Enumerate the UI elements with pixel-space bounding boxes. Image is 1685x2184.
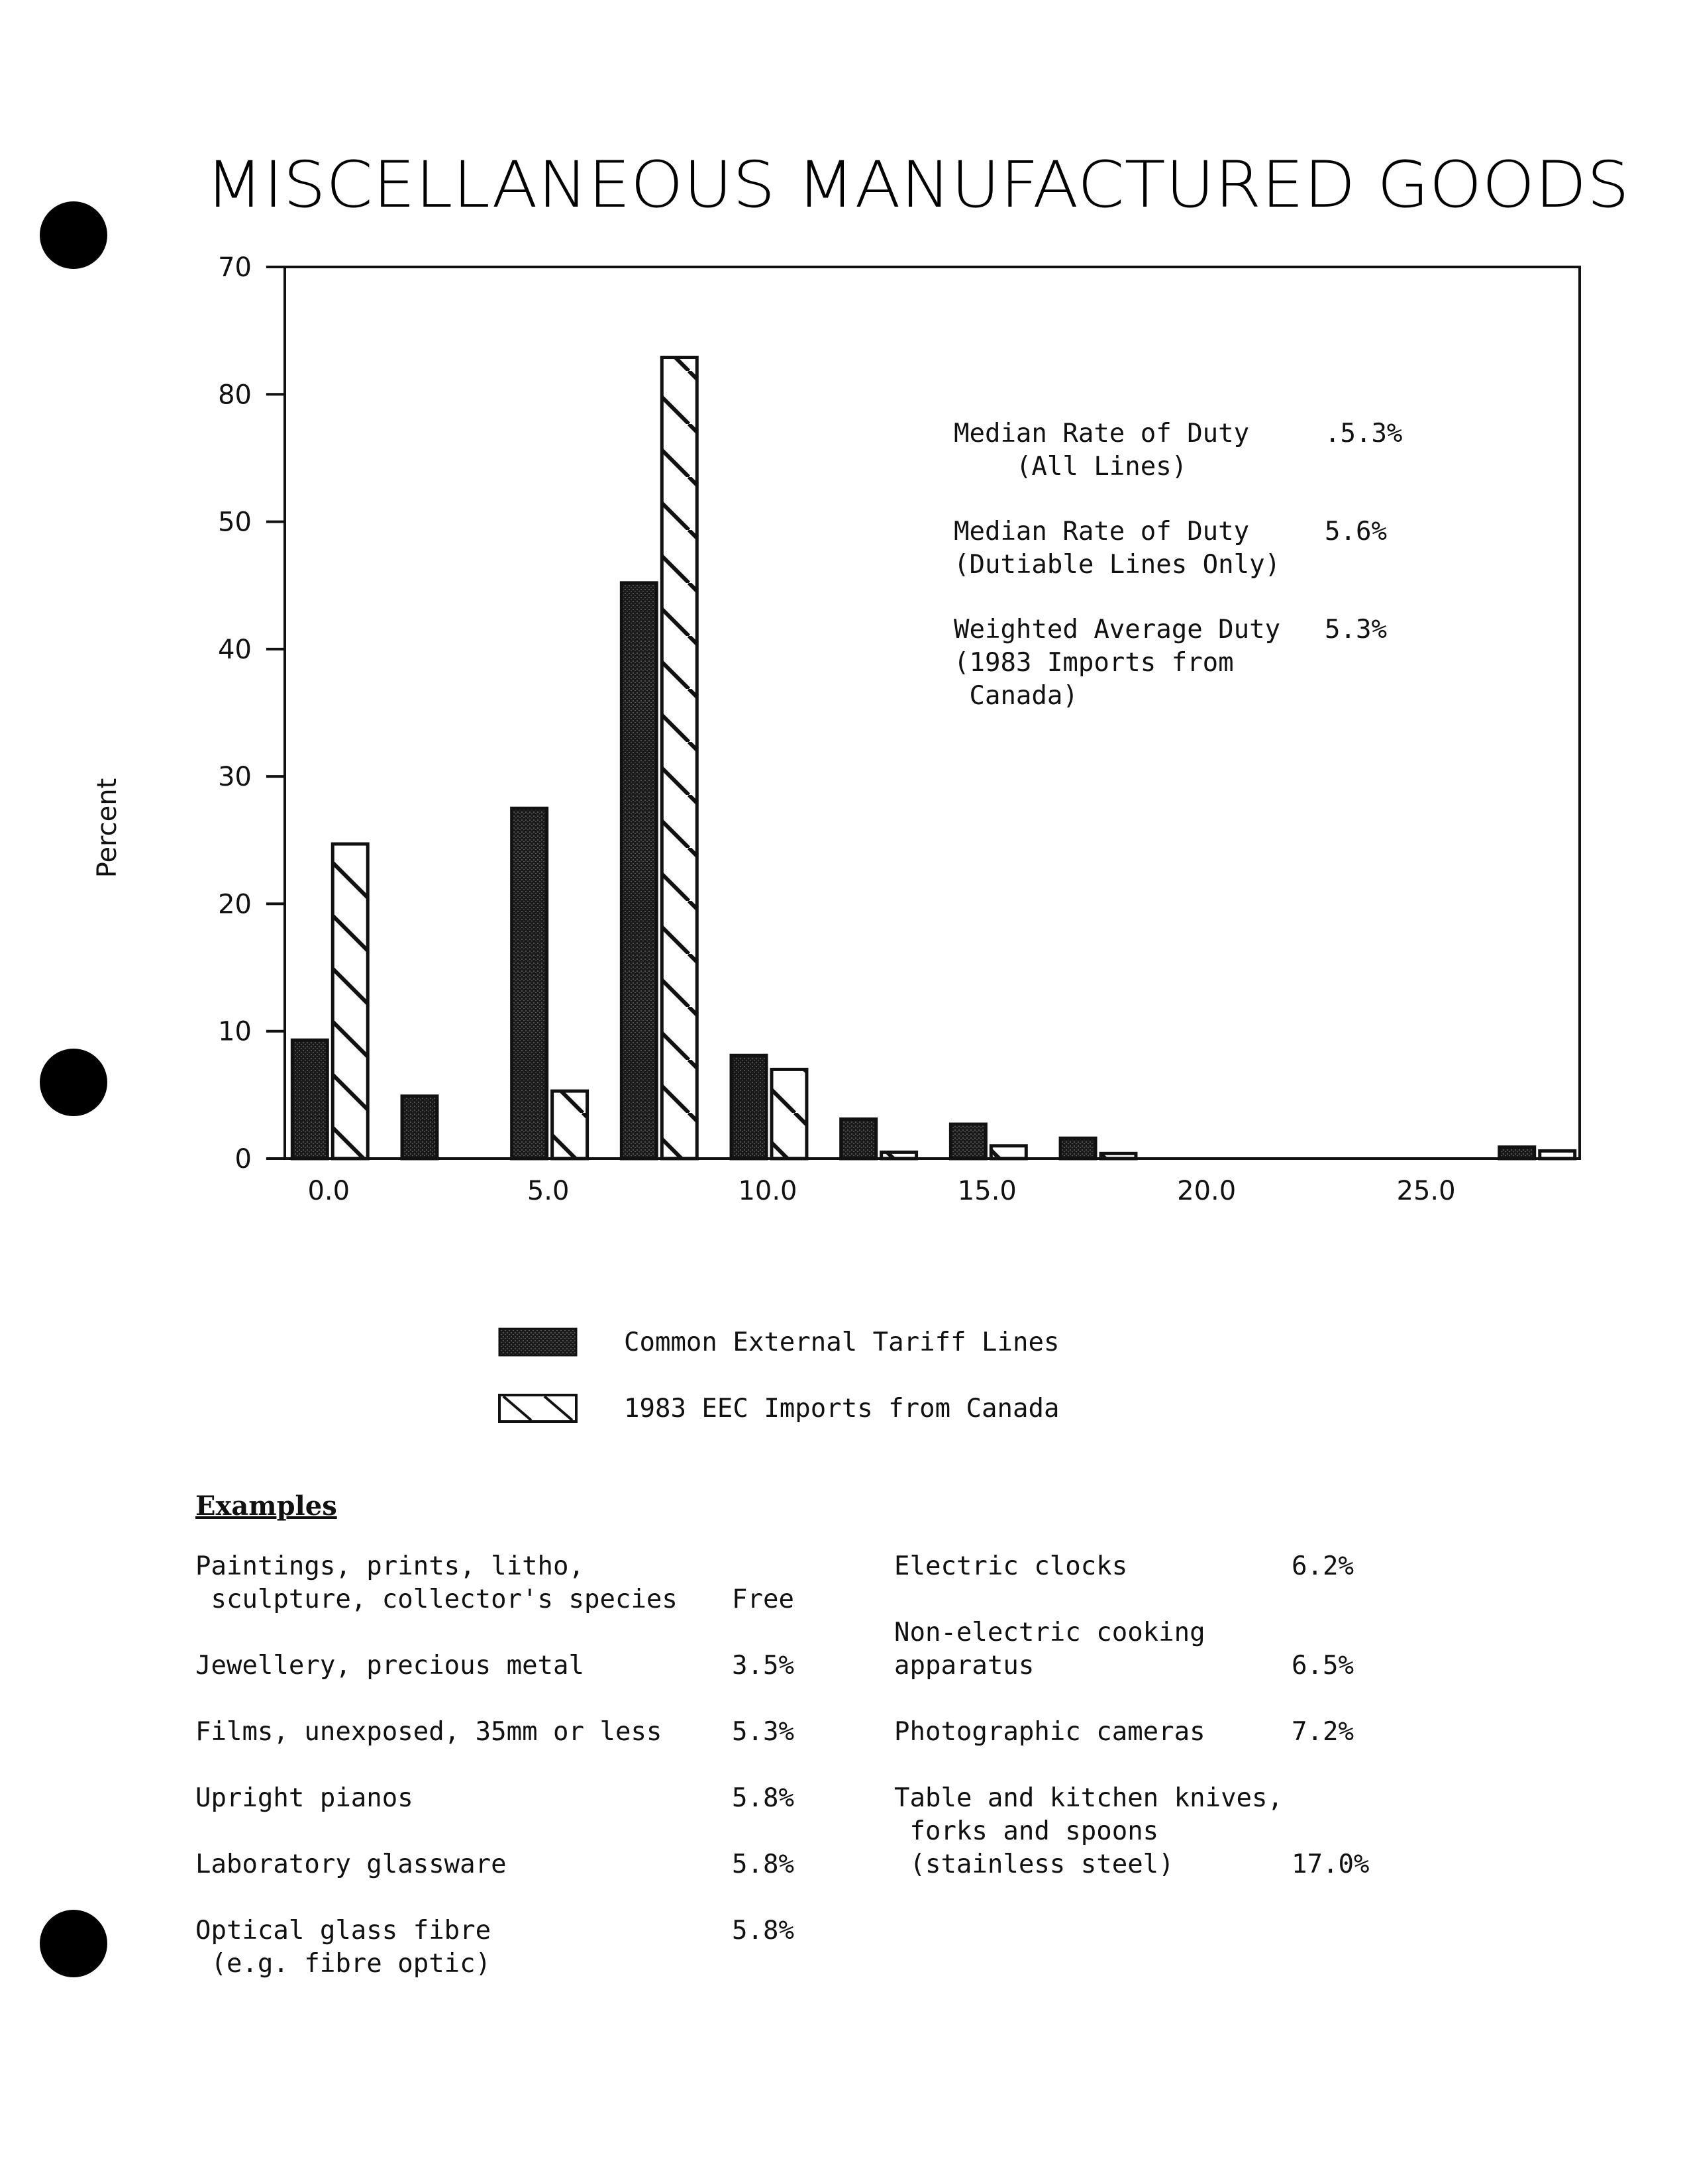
stat-label: Weighted Average Duty (1983 Imports from Canada) <box>954 615 1281 711</box>
stat-row <box>954 515 1402 582</box>
stat-row <box>954 417 1402 484</box>
duty-stats <box>954 417 1402 745</box>
example-row <box>195 1914 805 1981</box>
example-row <box>894 1716 1424 1749</box>
examples-right <box>894 1550 1424 1914</box>
stat-label: Median Rate of Duty (All Lines) <box>954 419 1250 482</box>
example-rate: 6.2% <box>1292 1551 1354 1581</box>
example-name: Photographic cameras <box>894 1717 1205 1747</box>
y-tick-label: 10 <box>218 1016 252 1047</box>
bar-eec-imports <box>552 1091 587 1159</box>
bar-cet-lines <box>1060 1138 1096 1159</box>
legend-item <box>498 1322 1059 1362</box>
example-rate: 17.0% <box>1292 1849 1370 1879</box>
y-tick-label: 0 <box>234 1144 252 1174</box>
bar-eec-imports <box>991 1146 1026 1159</box>
x-tick-label: 0.0 <box>307 1176 350 1206</box>
x-tick-label: 10.0 <box>738 1176 797 1206</box>
y-tick-label: 70 <box>218 252 252 283</box>
example-row <box>195 1649 805 1683</box>
y-tick-label: 80 <box>218 380 252 411</box>
example-name: Laboratory glassware <box>195 1849 507 1879</box>
x-tick-label: 15.0 <box>957 1176 1017 1206</box>
example-rate: 5.3% <box>732 1717 794 1747</box>
binder-hole-bottom <box>40 1910 107 1977</box>
example-row <box>894 1550 1424 1583</box>
example-row <box>894 1782 1424 1881</box>
example-name: Optical glass fibre (e.g. fibre optic) <box>195 1916 491 1979</box>
bar-cet-lines <box>292 1040 327 1159</box>
y-tick-label: 50 <box>218 507 252 538</box>
example-rate: 6.5% <box>1292 1651 1354 1681</box>
example-rate: 3.5% <box>732 1651 794 1681</box>
bar-eec-imports <box>772 1069 807 1159</box>
example-rate: 5.8% <box>732 1916 794 1946</box>
x-tick-label: 20.0 <box>1177 1176 1237 1206</box>
stat-value: 5.6% <box>1325 517 1387 546</box>
example-row <box>195 1550 805 1616</box>
example-rate: 5.8% <box>732 1849 794 1879</box>
bar-cet-lines <box>841 1119 876 1159</box>
bar-cet-lines <box>512 808 547 1159</box>
example-row <box>195 1782 805 1815</box>
legend-swatch-hatch <box>498 1394 578 1423</box>
bar-cet-lines <box>1500 1147 1535 1159</box>
bar-cet-lines <box>731 1055 766 1159</box>
example-row <box>195 1848 805 1881</box>
stat-value: 5.3% <box>1325 615 1387 645</box>
example-rate: Free <box>732 1585 794 1614</box>
example-name: Table and kitchen knives, forks and spoons (stainless steel) <box>894 1783 1283 1879</box>
bar-eec-imports <box>662 358 697 1159</box>
x-tick-label: 25.0 <box>1396 1176 1456 1206</box>
legend-label: Common External Tariff Lines <box>624 1327 1060 1357</box>
stat-label: Median Rate of Duty (Dutiable Lines Only) <box>954 517 1281 580</box>
legend-swatch-stipple <box>498 1327 578 1357</box>
y-tick-label: 20 <box>218 889 252 920</box>
example-name: Jewellery, precious metal <box>195 1651 584 1681</box>
example-row <box>195 1716 805 1749</box>
legend-item <box>498 1388 1059 1428</box>
example-rate: 5.8% <box>732 1783 794 1813</box>
bar-cet-lines <box>950 1124 986 1159</box>
example-row <box>894 1616 1424 1683</box>
example-name: Paintings, prints, litho, sculpture, collector's species <box>195 1551 678 1614</box>
y-tick-label: 30 <box>218 762 252 793</box>
bar-eec-imports <box>332 844 368 1159</box>
legend-label: 1983 EEC Imports from Canada <box>624 1393 1060 1424</box>
example-name: Upright pianos <box>195 1783 413 1813</box>
stat-row <box>954 613 1402 713</box>
example-name: Non-electric cooking apparatus <box>894 1618 1205 1681</box>
y-axis-label: Percent <box>92 778 123 878</box>
example-name: Films, unexposed, 35mm or less <box>195 1717 662 1747</box>
examples-left <box>195 1550 805 2014</box>
legend <box>498 1322 1059 1455</box>
stat-value: .5.3% <box>1325 419 1403 448</box>
bar-eec-imports <box>1101 1153 1136 1159</box>
x-tick-label: 5.0 <box>527 1176 570 1206</box>
examples-heading: Examples <box>195 1490 337 1522</box>
chart-title: MISCELLANEOUS MANUFACTURED GOODS <box>205 148 1629 222</box>
bar-eec-imports <box>1540 1151 1575 1159</box>
bar-cet-lines <box>402 1096 437 1159</box>
bar-eec-imports <box>882 1152 917 1159</box>
bar-cet-lines <box>621 583 656 1159</box>
y-tick-label: 40 <box>218 634 252 665</box>
example-name: Electric clocks <box>894 1551 1128 1581</box>
example-rate: 7.2% <box>1292 1717 1354 1747</box>
